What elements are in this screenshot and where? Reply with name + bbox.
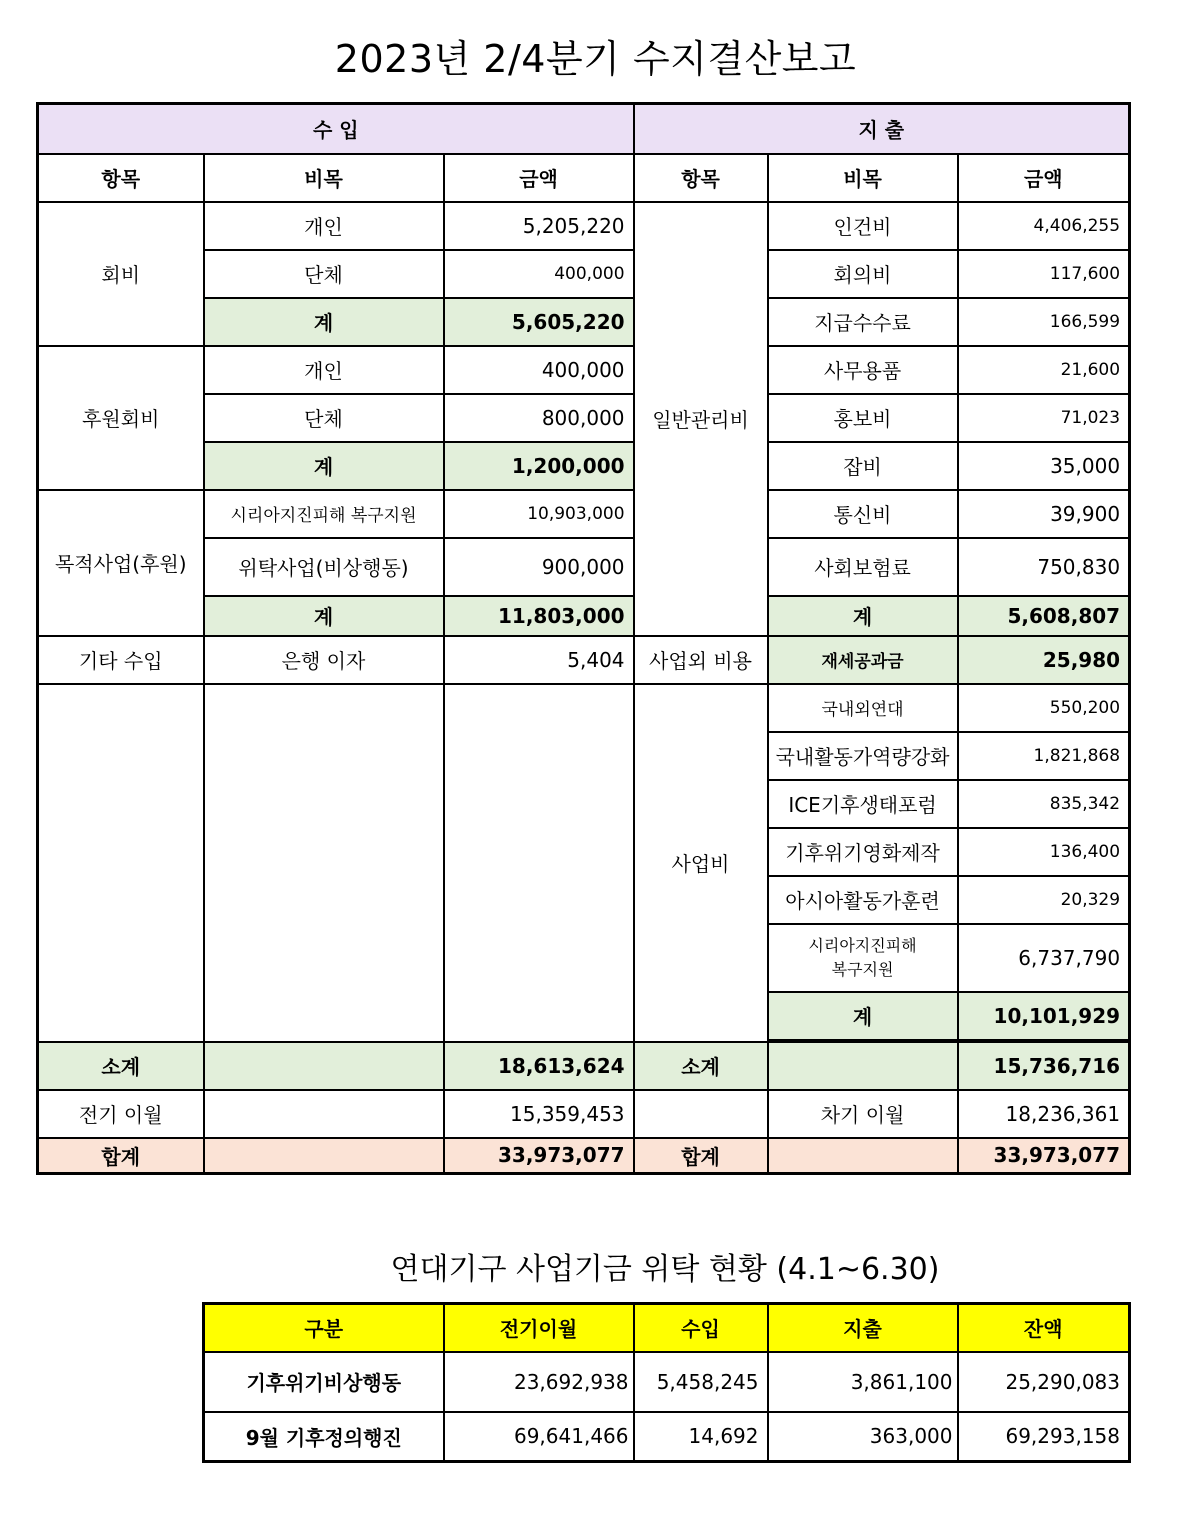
- expense-empty-cell: [634, 1090, 768, 1138]
- expense-sub: 사회보험료: [768, 538, 958, 596]
- income-grand-label: 합계: [38, 1138, 204, 1174]
- expense-amount: 835,342: [958, 780, 1130, 828]
- expense-sub: 회의비: [768, 250, 958, 298]
- income-carry-in: 15,359,453: [444, 1090, 634, 1138]
- trust-cell: 14,692: [634, 1412, 768, 1462]
- trust-row-label: 9월 기후정의행진: [204, 1412, 444, 1462]
- expense-sub: 국내외연대: [768, 684, 958, 732]
- expense-sub-line: 복구지원: [831, 959, 894, 979]
- expense-sub: 홍보비: [768, 394, 958, 442]
- income-total: 11,803,000: [444, 596, 634, 636]
- expense-sub: 아시아활동가훈련: [768, 876, 958, 924]
- expense-sub-multiline: [768, 924, 958, 992]
- expense-amount: 1,821,868: [958, 732, 1130, 780]
- trust-col-header: 구분: [204, 1304, 444, 1352]
- expense-carry-out: 18,236,361: [958, 1090, 1130, 1138]
- expense-subtotal-label: 소계: [634, 1042, 768, 1090]
- expense-general-label: 일반관리비: [634, 202, 768, 636]
- income-header: 수 입: [38, 104, 634, 154]
- income-amount: 5,404: [444, 636, 634, 684]
- income-amount: 10,903,000: [444, 490, 634, 538]
- trust-title: 연대기구 사업기금 위탁 현황 (4.1~6.30): [390, 1252, 940, 1287]
- expense-amount: 25,980: [958, 636, 1130, 684]
- income-purpose-label: 목적사업(후원): [38, 490, 204, 636]
- trust-cell: 69,293,158: [958, 1412, 1130, 1462]
- expense-sub: 잡비: [768, 442, 958, 490]
- col-header-amount: 금액: [444, 154, 634, 202]
- income-total-label: 계: [204, 596, 444, 636]
- income-carry-in-label: 전기 이월: [38, 1090, 204, 1138]
- expense-amount: 39,900: [958, 490, 1130, 538]
- income-empty-cell: [38, 684, 204, 1042]
- expense-sub: 기후위기영화제작: [768, 828, 958, 876]
- expense-sub: 재세공과금: [768, 636, 958, 684]
- expense-total: 5,608,807: [958, 596, 1130, 636]
- income-sub: 단체: [204, 394, 444, 442]
- expense-project-label: 사업비: [634, 684, 768, 1042]
- expense-nonbiz-label: 사업외 비용: [634, 636, 768, 684]
- income-other-label: 기타 수입: [38, 636, 204, 684]
- expense-grand-label: 합계: [634, 1138, 768, 1174]
- income-subtotal: 18,613,624: [444, 1042, 634, 1090]
- income-sub: 위탁사업(비상행동): [204, 538, 444, 596]
- trust-col-header: 잔액: [958, 1304, 1130, 1352]
- expense-amount: 35,000: [958, 442, 1130, 490]
- expense-amount: 550,200: [958, 684, 1130, 732]
- expense-sub: 사무용품: [768, 346, 958, 394]
- expense-sub: ICE기후생태포럼: [768, 780, 958, 828]
- expense-amount: 71,023: [958, 394, 1130, 442]
- income-sub: 시리아지진피해 복구지원: [204, 490, 444, 538]
- col-header-item: 항목: [38, 154, 204, 202]
- income-total: 5,605,220: [444, 298, 634, 346]
- expense-amount: 4,406,255: [958, 202, 1130, 250]
- income-subtotal-label: 소계: [38, 1042, 204, 1090]
- trust-cell: 69,641,466: [444, 1412, 634, 1462]
- expense-amount: 6,737,790: [958, 924, 1130, 992]
- trust-cell: 5,458,245: [634, 1352, 768, 1412]
- expense-total-label: 계: [768, 596, 958, 636]
- expense-amount: 136,400: [958, 828, 1130, 876]
- income-sub: 개인: [204, 202, 444, 250]
- expense-empty-cell: [768, 1138, 958, 1174]
- trust-row-label: 기후위기비상행동: [204, 1352, 444, 1412]
- income-amount: 5,205,220: [444, 202, 634, 250]
- trust-cell: 363,000: [768, 1412, 958, 1462]
- expense-amount: 166,599: [958, 298, 1130, 346]
- trust-table: [202, 1302, 1131, 1463]
- income-amount: 400,000: [444, 250, 634, 298]
- col-header-amount: 금액: [958, 154, 1130, 202]
- expense-amount: 21,600: [958, 346, 1130, 394]
- income-empty-cell: [204, 1042, 444, 1090]
- col-header-sub: 비목: [204, 154, 444, 202]
- trust-col-header: 수입: [634, 1304, 768, 1352]
- income-total-label: 계: [204, 298, 444, 346]
- expense-subtotal: 15,736,716: [958, 1042, 1130, 1090]
- page-title: 2023년 2/4분기 수지결산보고: [334, 37, 857, 81]
- expense-total-label: 계: [768, 992, 958, 1040]
- trust-cell: 23,692,938: [444, 1352, 634, 1412]
- income-amount: 800,000: [444, 394, 634, 442]
- expense-sub: 지급수수료: [768, 298, 958, 346]
- income-sub: 은행 이자: [204, 636, 444, 684]
- income-sub: 개인: [204, 346, 444, 394]
- col-header-sub: 비목: [768, 154, 958, 202]
- income-grand-total: 33,973,077: [444, 1138, 634, 1174]
- expense-sub: 국내활동가역량강화: [768, 732, 958, 780]
- trust-col-header: 전기이월: [444, 1304, 634, 1352]
- income-amount: 400,000: [444, 346, 634, 394]
- income-empty-cell: [444, 684, 634, 1042]
- income-empty-cell: [204, 1138, 444, 1174]
- income-total-label: 계: [204, 442, 444, 490]
- trust-cell: 3,861,100: [768, 1352, 958, 1412]
- trust-col-header: 지출: [768, 1304, 958, 1352]
- expense-total: 10,101,929: [958, 992, 1130, 1040]
- expense-sub: 통신비: [768, 490, 958, 538]
- expense-empty-cell: [768, 1042, 958, 1090]
- trust-cell: 25,290,083: [958, 1352, 1130, 1412]
- expense-amount: 20,329: [958, 876, 1130, 924]
- income-total: 1,200,000: [444, 442, 634, 490]
- income-empty-cell: [204, 684, 444, 1042]
- expense-carry-out-label: 차기 이월: [768, 1090, 958, 1138]
- income-membership-label: 회비: [38, 202, 204, 346]
- expense-sub: 인건비: [768, 202, 958, 250]
- expense-grand-total: 33,973,077: [958, 1138, 1130, 1174]
- income-empty-cell: [204, 1090, 444, 1138]
- settlement-table: [36, 102, 1131, 1175]
- expense-sub-line: 시리아지진피해: [808, 935, 917, 955]
- income-sub: 단체: [204, 250, 444, 298]
- expense-amount: 750,830: [958, 538, 1130, 596]
- col-header-item: 항목: [634, 154, 768, 202]
- expense-amount: 117,600: [958, 250, 1130, 298]
- income-amount: 900,000: [444, 538, 634, 596]
- expense-header: 지 출: [634, 104, 1130, 154]
- income-support-label: 후원회비: [38, 346, 204, 490]
